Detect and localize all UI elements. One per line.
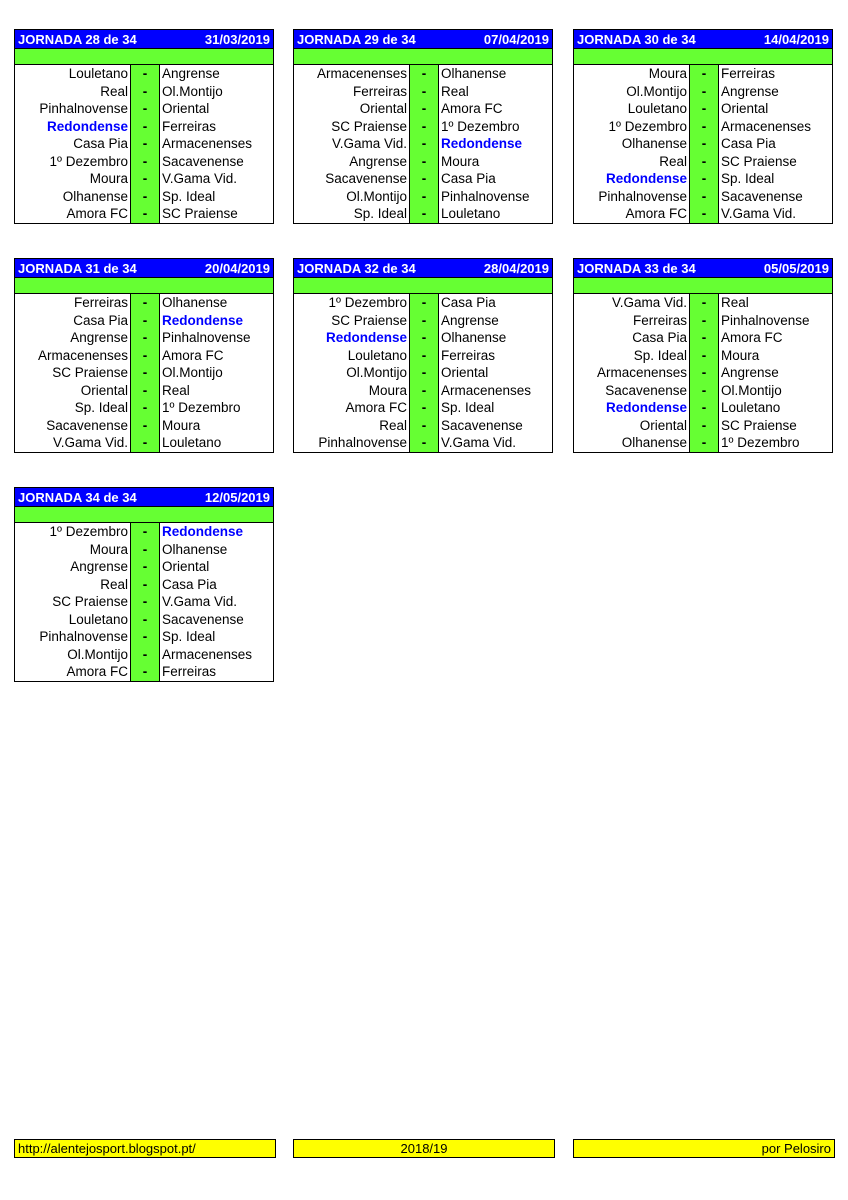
match-row: [15, 434, 273, 452]
match-separator: -: [410, 382, 439, 400]
home-team: Armacenenses: [574, 364, 690, 382]
match-row: [15, 663, 273, 681]
home-team: Sacavenense: [15, 417, 131, 435]
match-row: [294, 83, 552, 101]
jornada-header: [15, 259, 273, 278]
away-team: Redondense: [162, 524, 244, 539]
match-separator: -: [690, 188, 719, 206]
match-separator: -: [410, 417, 439, 435]
jornada-table: [293, 258, 553, 453]
home-team: Sacavenense: [574, 382, 690, 400]
jornada-spacer-bar: [15, 507, 273, 523]
away-team: Pinhalnovense: [721, 312, 810, 328]
match-separator: -: [690, 153, 719, 171]
match-row: [15, 646, 273, 664]
match-row: [15, 558, 273, 576]
match-separator: -: [410, 188, 439, 206]
away-team: Ferreiras: [441, 347, 496, 363]
home-team: V.Gama Vid.: [294, 135, 410, 153]
match-row: [15, 611, 273, 629]
jornada-date: 07/04/2019: [483, 31, 549, 47]
away-team: SC Praiense: [721, 153, 797, 169]
home-team: Moura: [574, 65, 690, 83]
home-team: Casa Pia: [15, 312, 131, 330]
away-team: Oriental: [721, 101, 769, 116]
away-team: Redondense: [162, 312, 244, 328]
match-separator: -: [410, 83, 439, 101]
away-team: Louletano: [721, 400, 781, 415]
match-separator: -: [131, 65, 160, 83]
away-team: Casa Pia: [721, 136, 776, 151]
match-row: [294, 294, 552, 312]
away-team: Armacenenses: [441, 382, 532, 398]
home-team: Amora FC: [294, 399, 410, 417]
home-team: Ol.Montijo: [15, 646, 131, 664]
match-separator: -: [690, 382, 719, 400]
home-team: Oriental: [574, 417, 690, 435]
jornada-date: 14/04/2019: [763, 31, 829, 47]
jornada-title: JORNADA 30 de 34: [577, 31, 696, 47]
away-team: Moura: [721, 347, 760, 363]
away-team: Sp. Ideal: [441, 400, 495, 415]
away-team: Amora FC: [162, 347, 224, 363]
match-separator: -: [131, 382, 160, 400]
home-team: Moura: [15, 541, 131, 559]
home-team: Olhanense: [574, 135, 690, 153]
away-team: Moura: [441, 153, 480, 169]
match-separator: -: [131, 576, 160, 594]
match-row: [15, 329, 273, 347]
match-separator: -: [410, 364, 439, 382]
match-separator: -: [131, 170, 160, 188]
match-separator: -: [131, 628, 160, 646]
away-team: Ferreiras: [162, 664, 217, 679]
away-team: Casa Pia: [441, 171, 496, 186]
match-row: [294, 382, 552, 400]
home-team: Angrense: [15, 329, 131, 347]
match-row: [574, 100, 832, 118]
home-team: Pinhalnovense: [15, 100, 131, 118]
home-team: Ol.Montijo: [294, 364, 410, 382]
away-team: Pinhalnovense: [162, 330, 251, 345]
match-separator: -: [131, 153, 160, 171]
match-separator: -: [410, 100, 439, 118]
away-team: Ol.Montijo: [721, 382, 782, 398]
away-team: Armacenenses: [721, 118, 812, 134]
home-team: SC Praiense: [294, 118, 410, 136]
jornada-date: 12/05/2019: [204, 489, 270, 505]
away-team: Louletano: [441, 206, 501, 221]
jornada-header: [574, 30, 832, 49]
match-row: [294, 188, 552, 206]
match-row: [574, 329, 832, 347]
home-team: Angrense: [15, 558, 131, 576]
home-team: 1º Dezembro: [15, 523, 131, 541]
jornada-header: [15, 488, 273, 507]
jornada-table: [573, 258, 833, 453]
away-team: Angrense: [162, 66, 220, 81]
home-team: SC Praiense: [15, 364, 131, 382]
home-team: Sp. Ideal: [574, 347, 690, 365]
match-row: [15, 170, 273, 188]
away-team: Redondense: [441, 136, 523, 151]
match-row: [294, 417, 552, 435]
match-row: [574, 382, 832, 400]
jornada-header: [294, 30, 552, 49]
match-row: [574, 153, 832, 171]
jornada-date: 20/04/2019: [204, 260, 270, 276]
away-team: Real: [441, 83, 469, 99]
away-team: Oriental: [441, 365, 489, 380]
match-row: [294, 347, 552, 365]
match-row: [294, 170, 552, 188]
jornada-title: JORNADA 33 de 34: [577, 260, 696, 276]
away-team: Olhanense: [441, 330, 507, 345]
jornada-title: JORNADA 31 de 34: [18, 260, 137, 276]
match-separator: -: [690, 294, 719, 312]
match-separator: -: [131, 364, 160, 382]
match-separator: -: [690, 100, 719, 118]
home-team: Armacenenses: [294, 65, 410, 83]
match-separator: -: [131, 646, 160, 664]
match-separator: -: [690, 312, 719, 330]
match-row: [294, 434, 552, 452]
match-separator: -: [690, 329, 719, 347]
match-row: [574, 135, 832, 153]
away-team: V.Gama Vid.: [721, 206, 797, 221]
match-separator: -: [131, 118, 160, 136]
match-row: [15, 188, 273, 206]
home-team: V.Gama Vid.: [574, 294, 690, 312]
home-team: Louletano: [294, 347, 410, 365]
match-row: [574, 65, 832, 83]
match-row: [15, 294, 273, 312]
match-row: [15, 83, 273, 101]
away-team: Ol.Montijo: [162, 365, 223, 380]
home-team: 1º Dezembro: [574, 118, 690, 136]
home-team: Ol.Montijo: [294, 188, 410, 206]
away-team: Ol.Montijo: [162, 83, 223, 99]
jornada-table: [14, 29, 274, 224]
match-separator: -: [131, 135, 160, 153]
jornada-table: [14, 258, 274, 453]
home-team: SC Praiense: [294, 312, 410, 330]
match-row: [294, 153, 552, 171]
jornada-date: 28/04/2019: [483, 260, 549, 276]
home-team: Olhanense: [574, 434, 690, 452]
match-row: [15, 417, 273, 435]
away-team: Casa Pia: [441, 295, 496, 310]
match-row: [574, 294, 832, 312]
match-separator: -: [410, 135, 439, 153]
match-row: [15, 65, 273, 83]
away-team: 1º Dezembro: [162, 400, 241, 415]
away-team: SC Praiense: [721, 417, 797, 433]
home-team: Olhanense: [15, 188, 131, 206]
away-team: Pinhalnovense: [441, 188, 530, 204]
home-team: Sp. Ideal: [294, 205, 410, 223]
away-team: Armacenenses: [162, 136, 253, 151]
match-row: [574, 188, 832, 206]
away-team: Sacavenense: [721, 188, 803, 204]
home-team: Moura: [15, 170, 131, 188]
match-separator: -: [131, 329, 160, 347]
home-team: Casa Pia: [574, 329, 690, 347]
home-team: Angrense: [294, 153, 410, 171]
away-team: Olhanense: [162, 295, 228, 310]
match-separator: -: [690, 399, 719, 417]
home-team: Amora FC: [15, 205, 131, 223]
home-team: Sacavenense: [294, 170, 410, 188]
match-row: [574, 83, 832, 101]
away-team: Sp. Ideal: [721, 171, 775, 186]
match-row: [15, 628, 273, 646]
away-team: SC Praiense: [162, 206, 238, 221]
match-separator: -: [410, 205, 439, 223]
match-row: [574, 205, 832, 223]
home-team: V.Gama Vid.: [15, 434, 131, 452]
jornada-header: [294, 259, 552, 278]
match-row: [15, 100, 273, 118]
away-team: Ferreiras: [162, 118, 217, 134]
match-row: [15, 347, 273, 365]
jornada-date: 05/05/2019: [763, 260, 829, 276]
home-team: Amora FC: [15, 663, 131, 681]
jornada-title: JORNADA 34 de 34: [18, 489, 137, 505]
jornada-date: 31/03/2019: [204, 31, 270, 47]
home-team: Ferreiras: [294, 83, 410, 101]
jornada-title: JORNADA 29 de 34: [297, 31, 416, 47]
match-separator: -: [410, 329, 439, 347]
jornada-spacer-bar: [574, 49, 832, 65]
match-row: [574, 312, 832, 330]
match-row: [574, 347, 832, 365]
jornada-table: [293, 29, 553, 224]
match-row: [294, 399, 552, 417]
away-team: Amora FC: [721, 330, 783, 345]
match-separator: -: [131, 347, 160, 365]
match-separator: -: [131, 611, 160, 629]
match-row: [574, 417, 832, 435]
match-row: [15, 541, 273, 559]
match-separator: -: [410, 347, 439, 365]
away-team: Angrense: [721, 365, 779, 380]
match-row: [294, 364, 552, 382]
match-row: [574, 118, 832, 136]
away-team: Louletano: [162, 435, 222, 450]
match-separator: -: [690, 170, 719, 188]
match-row: [294, 118, 552, 136]
match-separator: -: [410, 153, 439, 171]
match-separator: -: [131, 312, 160, 330]
home-team: Louletano: [15, 65, 131, 83]
home-team: Redondense: [574, 170, 690, 188]
match-separator: -: [410, 312, 439, 330]
away-team: Amora FC: [441, 101, 503, 116]
match-separator: -: [131, 593, 160, 611]
jornada-spacer-bar: [15, 278, 273, 294]
away-team: Olhanense: [162, 541, 228, 557]
match-separator: -: [690, 83, 719, 101]
match-row: [574, 399, 832, 417]
match-separator: -: [131, 188, 160, 206]
match-separator: -: [131, 523, 160, 541]
match-row: [15, 312, 273, 330]
home-team: Real: [15, 83, 131, 101]
away-team: Angrense: [721, 83, 779, 99]
match-separator: -: [690, 118, 719, 136]
match-row: [574, 434, 832, 452]
match-row: [294, 312, 552, 330]
away-team: Ferreiras: [721, 66, 776, 81]
home-team: Redondense: [15, 118, 131, 136]
match-separator: -: [690, 205, 719, 223]
match-separator: -: [690, 434, 719, 452]
match-separator: -: [690, 364, 719, 382]
home-team: Louletano: [15, 611, 131, 629]
match-row: [294, 205, 552, 223]
match-separator: -: [131, 541, 160, 559]
away-team: V.Gama Vid.: [162, 171, 238, 186]
home-team: 1º Dezembro: [15, 153, 131, 171]
home-team: Redondense: [294, 329, 410, 347]
match-row: [15, 153, 273, 171]
jornada-table: [14, 487, 274, 682]
away-team: Olhanense: [441, 66, 507, 81]
match-separator: -: [131, 205, 160, 223]
away-team: Sp. Ideal: [162, 188, 216, 204]
match-row: [574, 170, 832, 188]
footer-author: por Pelosiro: [573, 1139, 835, 1158]
jornada-spacer-bar: [15, 49, 273, 65]
match-separator: -: [131, 417, 160, 435]
match-separator: -: [690, 65, 719, 83]
jornada-header: [574, 259, 832, 278]
away-team: 1º Dezembro: [721, 435, 800, 450]
match-row: [15, 523, 273, 541]
home-team: Ol.Montijo: [574, 83, 690, 101]
jornada-header: [15, 30, 273, 49]
match-separator: -: [690, 135, 719, 153]
home-team: Pinhalnovense: [15, 628, 131, 646]
match-separator: -: [131, 100, 160, 118]
match-separator: -: [410, 399, 439, 417]
home-team: 1º Dezembro: [294, 294, 410, 312]
home-team: Amora FC: [574, 205, 690, 223]
match-row: [294, 329, 552, 347]
match-row: [15, 118, 273, 136]
jornada-spacer-bar: [294, 278, 552, 294]
home-team: Pinhalnovense: [574, 188, 690, 206]
away-team: Oriental: [162, 101, 210, 116]
match-separator: -: [690, 417, 719, 435]
home-team: Real: [294, 417, 410, 435]
jornada-title: JORNADA 32 de 34: [297, 260, 416, 276]
footer-url[interactable]: http://alentejosport.blogspot.pt/: [14, 1139, 276, 1158]
match-row: [15, 205, 273, 223]
home-team: Redondense: [574, 399, 690, 417]
home-team: Casa Pia: [15, 135, 131, 153]
match-separator: -: [131, 434, 160, 452]
away-team: Sacavenense: [441, 417, 523, 433]
match-separator: -: [131, 83, 160, 101]
match-row: [15, 382, 273, 400]
away-team: Sacavenense: [162, 153, 244, 169]
away-team: 1º Dezembro: [441, 118, 520, 134]
away-team: V.Gama Vid.: [162, 594, 238, 609]
home-team: Oriental: [15, 382, 131, 400]
match-separator: -: [131, 399, 160, 417]
home-team: Armacenenses: [15, 347, 131, 365]
jornada-spacer-bar: [294, 49, 552, 65]
home-team: Sp. Ideal: [15, 399, 131, 417]
match-row: [294, 100, 552, 118]
jornada-title: JORNADA 28 de 34: [18, 31, 137, 47]
match-row: [15, 364, 273, 382]
match-separator: -: [131, 558, 160, 576]
home-team: Ferreiras: [574, 312, 690, 330]
match-separator: -: [410, 65, 439, 83]
match-separator: -: [410, 118, 439, 136]
match-row: [574, 364, 832, 382]
away-team: Real: [162, 382, 190, 398]
match-row: [15, 576, 273, 594]
footer-season: 2018/19: [293, 1139, 555, 1158]
away-team: Angrense: [441, 312, 499, 328]
home-team: Moura: [294, 382, 410, 400]
away-team: V.Gama Vid.: [441, 435, 517, 450]
match-row: [15, 399, 273, 417]
away-team: Oriental: [162, 559, 210, 574]
away-team: Casa Pia: [162, 576, 217, 592]
home-team: Oriental: [294, 100, 410, 118]
home-team: Real: [574, 153, 690, 171]
match-separator: -: [410, 434, 439, 452]
match-row: [294, 65, 552, 83]
match-separator: -: [690, 347, 719, 365]
home-team: Pinhalnovense: [294, 434, 410, 452]
home-team: Louletano: [574, 100, 690, 118]
match-separator: -: [131, 294, 160, 312]
match-row: [294, 135, 552, 153]
match-separator: -: [410, 294, 439, 312]
away-team: Real: [721, 295, 749, 310]
away-team: Moura: [162, 417, 201, 433]
home-team: Real: [15, 576, 131, 594]
match-row: [15, 135, 273, 153]
match-separator: -: [131, 663, 160, 681]
away-team: Armacenenses: [162, 646, 253, 662]
match-row: [15, 593, 273, 611]
away-team: Sacavenense: [162, 611, 244, 627]
match-separator: -: [410, 170, 439, 188]
home-team: SC Praiense: [15, 593, 131, 611]
jornada-spacer-bar: [574, 278, 832, 294]
jornada-table: [573, 29, 833, 224]
away-team: Sp. Ideal: [162, 629, 216, 644]
home-team: Ferreiras: [15, 294, 131, 312]
